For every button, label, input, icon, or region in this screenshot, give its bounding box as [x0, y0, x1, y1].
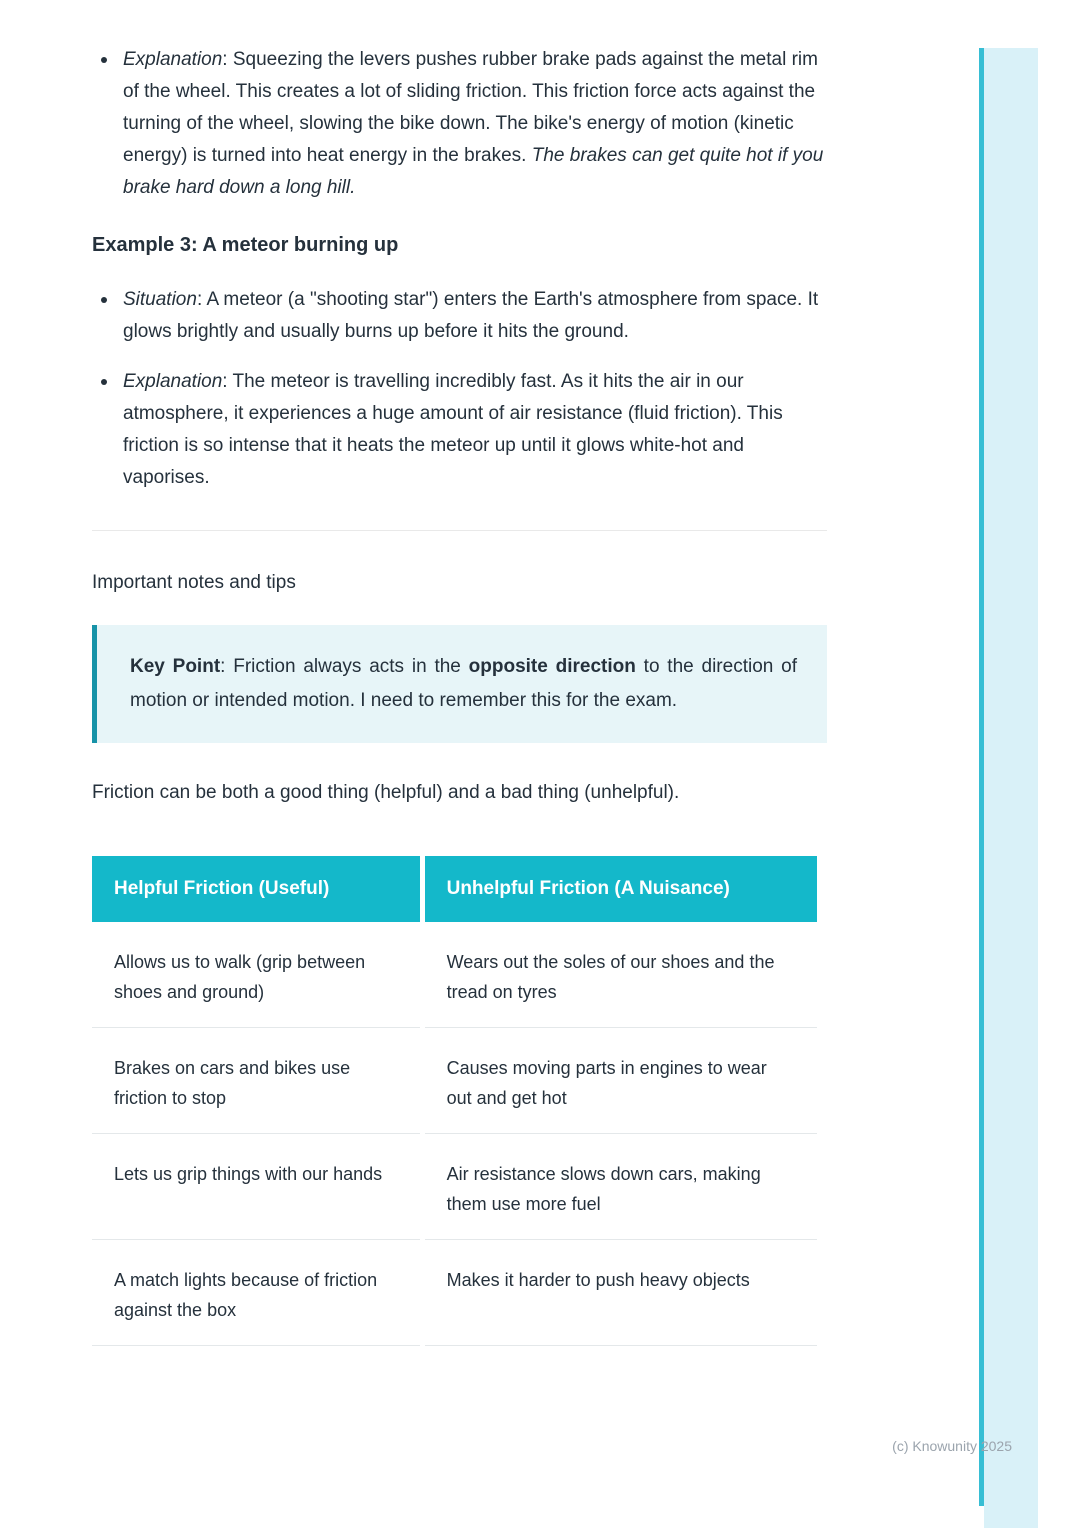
bullet-item-brakes-explanation — [92, 44, 827, 204]
table-cell-unhelpful: Air resistance slows down cars, making them use more fuel — [425, 1139, 817, 1240]
table-row — [92, 1139, 817, 1240]
friction-intro-paragraph: Friction can be both a good thing (helpful) and a bad thing (unhelpful). — [92, 782, 680, 803]
table-header-helpful: Helpful Friction (Useful) — [92, 856, 420, 922]
key-point-text-1: : Friction always acts in the — [220, 656, 469, 677]
table-cell-unhelpful: Causes moving parts in engines to wear out and get hot — [425, 1033, 817, 1134]
bullet-list-brakes — [92, 44, 827, 204]
key-point-text-2: to the direction of motion or intended motion. I need to remember this for the exam. — [130, 656, 797, 711]
table-cell-unhelpful: Makes it harder to push heavy objects — [425, 1245, 817, 1346]
explanation-text: : Squeezing the levers pushes rubber brake pads against the metal rim of the wheel. This creates a lot of sliding friction. This friction force acts against the turning of the wheel, slowing the bike down. The bike's energy of motion (kinetic energy) is turned into heat energy in the brakes. — [123, 49, 818, 166]
table-header-row — [92, 856, 817, 922]
table-header-unhelpful: Unhelpful Friction (A Nuisance) — [425, 856, 817, 922]
friction-table — [87, 851, 822, 1351]
table-cell-helpful: Lets us grip things with our hands — [92, 1139, 420, 1240]
explanation-italic-note: The brakes can get quite hot if you brake hard down a long hill. — [123, 145, 824, 198]
friction-table-head — [92, 856, 817, 922]
copyright-footer: (c) Knowunity 2025 — [892, 1438, 1012, 1454]
key-point-callout — [92, 625, 827, 743]
explanation-text: : The meteor is travelling incredibly fast. As it hits the air in our atmosphere, it experiences a huge amount of air resistance (fluid friction). This friction is so intense that it heats the meteor up until it glows white-hot and vaporises. — [123, 371, 783, 488]
bullet-item-meteor-situation — [92, 284, 827, 348]
section-divider — [92, 530, 827, 531]
table-cell-unhelpful: Wears out the soles of our shoes and the tread on tyres — [425, 927, 817, 1028]
situation-label: Situation — [123, 289, 197, 310]
bullet-item-meteor-explanation — [92, 366, 827, 494]
table-cell-helpful: Brakes on cars and bikes use friction to stop — [92, 1033, 420, 1134]
table-cell-helpful: Allows us to walk (grip between shoes and ground) — [92, 927, 420, 1028]
table-cell-helpful: A match lights because of friction against the box — [92, 1245, 420, 1346]
situation-text: : A meteor (a "shooting star") enters the Earth's atmosphere from space. It glows brightly and usually burns up before it hits the ground. — [123, 289, 819, 342]
bullet-list-meteor — [92, 284, 827, 494]
right-accent-stripe — [984, 48, 1038, 1528]
example3-heading: Example 3: A meteor burning up — [92, 234, 399, 256]
table-row — [92, 1245, 817, 1346]
key-point-bold: opposite direction — [468, 656, 636, 677]
table-row — [92, 1033, 817, 1134]
key-point-text — [130, 650, 797, 718]
notes-heading: Important notes and tips — [92, 572, 296, 593]
friction-table-body — [92, 927, 817, 1346]
explanation-label: Explanation — [123, 371, 223, 392]
table-row — [92, 927, 817, 1028]
key-point-label: Key Point — [130, 656, 221, 677]
explanation-label: Explanation — [123, 49, 223, 70]
